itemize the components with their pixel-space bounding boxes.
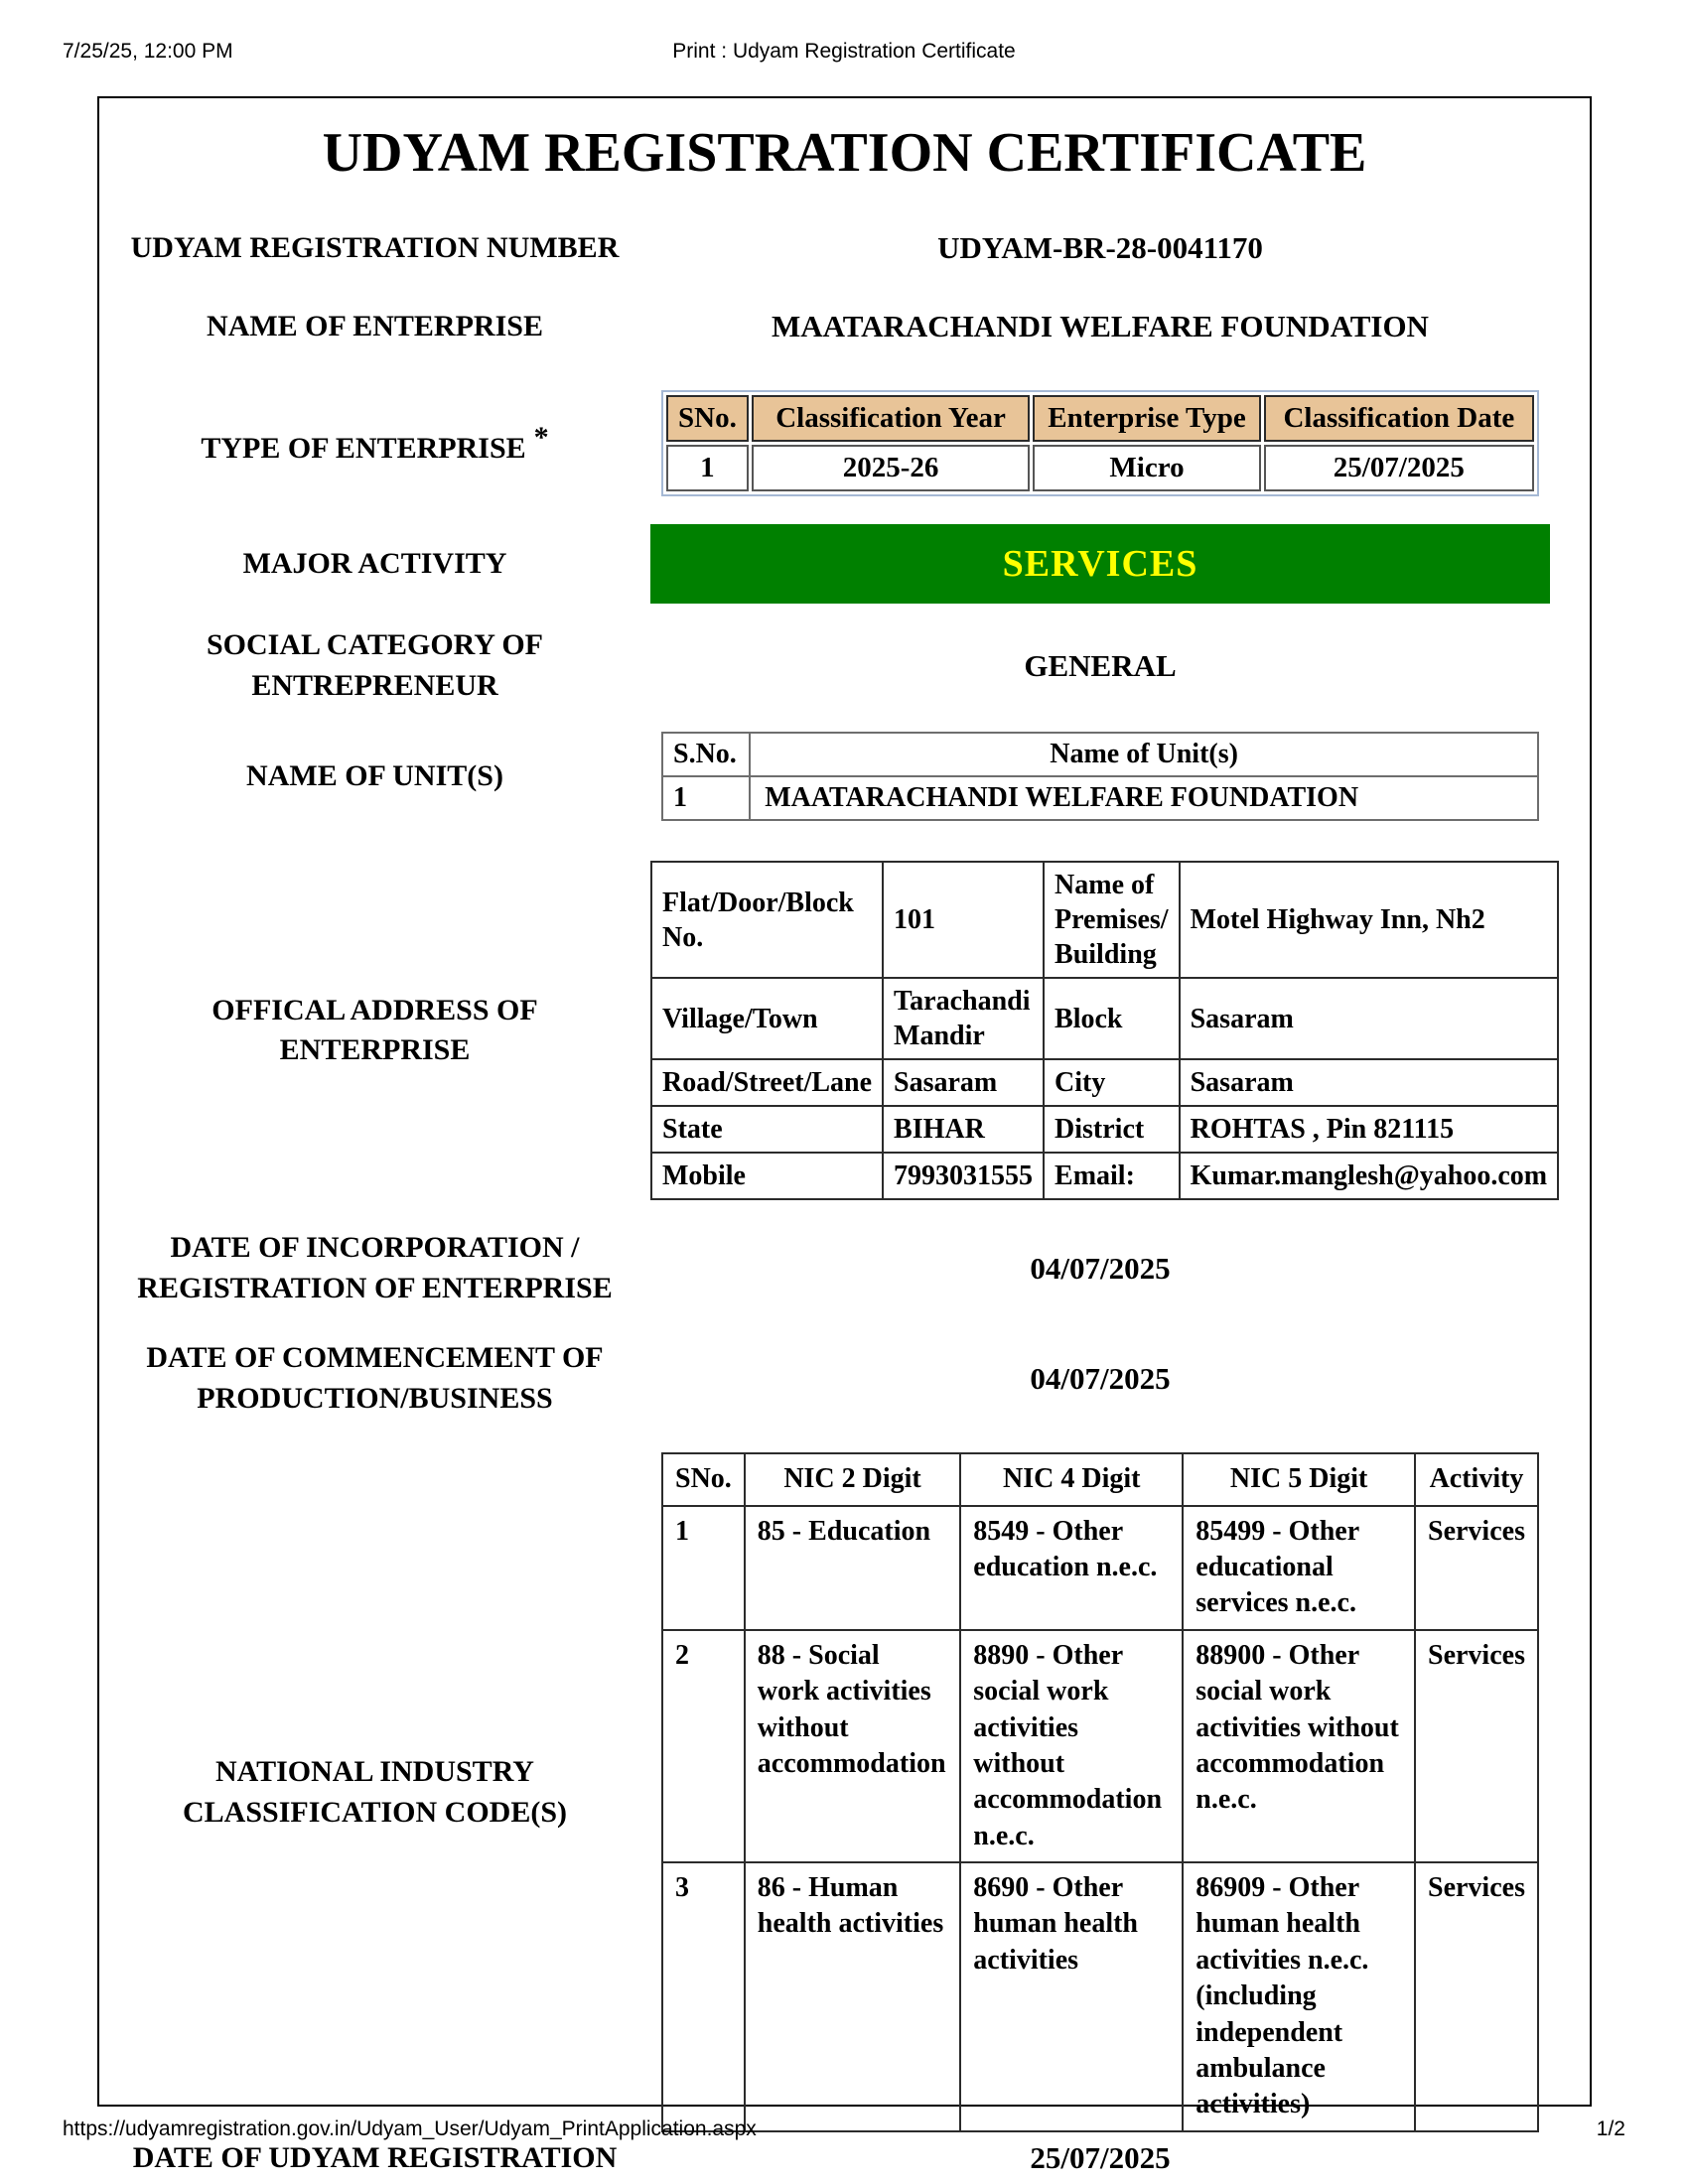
certificate-title: UDYAM REGISTRATION CERTIFICATE: [322, 122, 1367, 184]
major-activity-value: SERVICES: [1002, 543, 1198, 586]
table-cell: Mobile: [651, 1153, 883, 1199]
nic-codes-label: NATIONAL INDUSTRY CLASSIFICATION CODE(S): [182, 1755, 567, 1829]
column-header: NIC 2 Digit: [745, 1453, 960, 1505]
print-source-url: https://udyamregistration.gov.in/Udyam_User/Udyam_PrintApplication.aspx: [63, 2117, 757, 2140]
enterprise-type-label: TYPE OF ENTERPRISE *: [201, 420, 549, 465]
table-cell: 1: [662, 1506, 745, 1630]
table-cell: 25/07/2025: [1264, 445, 1534, 491]
social-category-value: GENERAL: [1024, 647, 1177, 683]
table-cell: 2025-26: [752, 445, 1030, 491]
table-cell: Motel Highway Inn, Nh2: [1180, 862, 1558, 978]
major-activity-banner: [650, 524, 1550, 604]
enterprise-name-label: NAME OF ENTERPRISE: [207, 309, 543, 342]
column-header: Enterprise Type: [1033, 395, 1260, 442]
table-cell: 88900 - Other social work activities without accommodation n.e.c.: [1183, 1630, 1415, 1862]
table-row: [662, 776, 1538, 820]
table-cell: Services: [1415, 1506, 1538, 1630]
table-cell: Road/Street/Lane: [651, 1059, 883, 1106]
table-row: [651, 1059, 1558, 1106]
enterprise-name-row: [99, 307, 1590, 347]
column-header: SNo.: [662, 1453, 745, 1505]
table-cell: 8549 - Other education n.e.c.: [960, 1506, 1183, 1630]
table-header-row: [662, 1453, 1538, 1505]
major-activity-label: MAJOR ACTIVITY: [242, 546, 507, 580]
table-cell: 3: [662, 1862, 745, 2131]
major-activity-row: [99, 524, 1590, 604]
table-row: [662, 1630, 1538, 1862]
table-cell: 1: [662, 776, 750, 820]
units-label: NAME OF UNIT(S): [246, 758, 503, 792]
table-cell: 8690 - Other human health activities: [960, 1862, 1183, 2131]
table-cell: MAATARACHANDI WELFARE FOUNDATION: [750, 776, 1538, 820]
print-page-indicator: 1/2: [1596, 2117, 1625, 2140]
browser-print-header: [63, 40, 1625, 66]
table-cell: Sasaram: [1180, 1059, 1558, 1106]
table-cell: 7993031555: [883, 1153, 1044, 1199]
table-cell: 85499 - Other educational services n.e.c.: [1183, 1506, 1415, 1630]
table-cell: Services: [1415, 1630, 1538, 1862]
print-page-title: Print : Udyam Registration Certificate: [672, 40, 1016, 63]
commencement-date-value: 04/07/2025: [1030, 1360, 1171, 1396]
nic-codes-row: [99, 1452, 1590, 2132]
units-row: [99, 732, 1590, 821]
udyam-registration-date-row: [99, 2138, 1590, 2179]
registration-number-row: [99, 228, 1590, 269]
column-header: Classification Year: [752, 395, 1030, 442]
table-row: [651, 862, 1558, 978]
column-header: NIC 4 Digit: [960, 1453, 1183, 1505]
table-cell: Micro: [1033, 445, 1260, 491]
udyam-registration-date-value: 25/07/2025: [1030, 2140, 1171, 2176]
incorporation-date-value: 04/07/2025: [1030, 1250, 1171, 1286]
official-address-label: OFFICAL ADDRESS OF ENTERPRISE: [211, 993, 538, 1067]
enterprise-name-value: MAATARACHANDI WELFARE FOUNDATION: [772, 308, 1429, 343]
social-category-label: SOCIAL CATEGORY OF ENTREPRENEUR: [207, 628, 543, 702]
table-cell: 101: [883, 862, 1044, 978]
units-table: [661, 732, 1539, 821]
enterprise-type-row: [99, 390, 1590, 496]
table-row: [651, 1106, 1558, 1153]
table-row: [666, 445, 1534, 491]
social-category-row: [99, 625, 1590, 706]
incorporation-date-row: [99, 1228, 1590, 1308]
table-cell: 86909 - Other human health activities n.e.c. (including independent ambulance activities): [1183, 1862, 1415, 2131]
table-cell: 85 - Education: [745, 1506, 960, 1630]
udyam-registration-date-label: DATE OF UDYAM REGISTRATION: [132, 2140, 618, 2174]
table-cell: Tarachandi Mandir: [883, 978, 1044, 1059]
column-header: Name of Unit(s): [750, 733, 1538, 776]
table-cell: 8890 - Other social work activities without accommodation n.e.c.: [960, 1630, 1183, 1862]
official-address-row: [99, 861, 1590, 1200]
table-cell: State: [651, 1106, 883, 1153]
commencement-date-row: [99, 1338, 1590, 1419]
table-cell: Block: [1044, 978, 1180, 1059]
asterisk-mark: *: [533, 420, 549, 454]
column-header: NIC 5 Digit: [1183, 1453, 1415, 1505]
table-cell: Name of Premises/ Building: [1044, 862, 1180, 978]
table-header-row: [666, 395, 1534, 442]
column-header: Activity: [1415, 1453, 1538, 1505]
registration-number-label: UDYAM REGISTRATION NUMBER: [130, 231, 620, 265]
table-row: [662, 1506, 1538, 1630]
registration-number-value: UDYAM-BR-28-0041170: [937, 230, 1263, 266]
column-header: Classification Date: [1264, 395, 1534, 442]
address-table: [650, 861, 1559, 1200]
table-cell: Flat/Door/Block No.: [651, 862, 883, 978]
commencement-date-label: DATE OF COMMENCEMENT OF PRODUCTION/BUSINESS: [146, 1341, 604, 1415]
table-cell: Sasaram: [1180, 978, 1558, 1059]
table-cell: City: [1044, 1059, 1180, 1106]
table-cell: ROHTAS , Pin 821115: [1180, 1106, 1558, 1153]
table-header-row: [662, 733, 1538, 776]
table-cell: Email:: [1044, 1153, 1180, 1199]
table-cell: Sasaram: [883, 1059, 1044, 1106]
table-cell: Village/Town: [651, 978, 883, 1059]
column-header: SNo.: [666, 395, 749, 442]
table-cell: 1: [666, 445, 749, 491]
table-cell: BIHAR: [883, 1106, 1044, 1153]
table-row: [651, 1153, 1558, 1199]
nic-table: [661, 1452, 1539, 2132]
table-cell: 86 - Human health activities: [745, 1862, 960, 2131]
table-cell: District: [1044, 1106, 1180, 1153]
column-header: S.No.: [662, 733, 750, 776]
table-cell: 2: [662, 1630, 745, 1862]
incorporation-date-label: DATE OF INCORPORATION / REGISTRATION OF ENTERPRISE: [137, 1231, 613, 1304]
print-datetime: 7/25/25, 12:00 PM: [63, 40, 233, 63]
table-cell: Kumar.manglesh@yahoo.com: [1180, 1153, 1558, 1199]
table-row: [651, 978, 1558, 1059]
table-cell: 88 - Social work activities without accommodation: [745, 1630, 960, 1862]
table-row: [662, 1862, 1538, 2131]
classification-table: [661, 390, 1539, 496]
table-cell: Services: [1415, 1862, 1538, 2131]
